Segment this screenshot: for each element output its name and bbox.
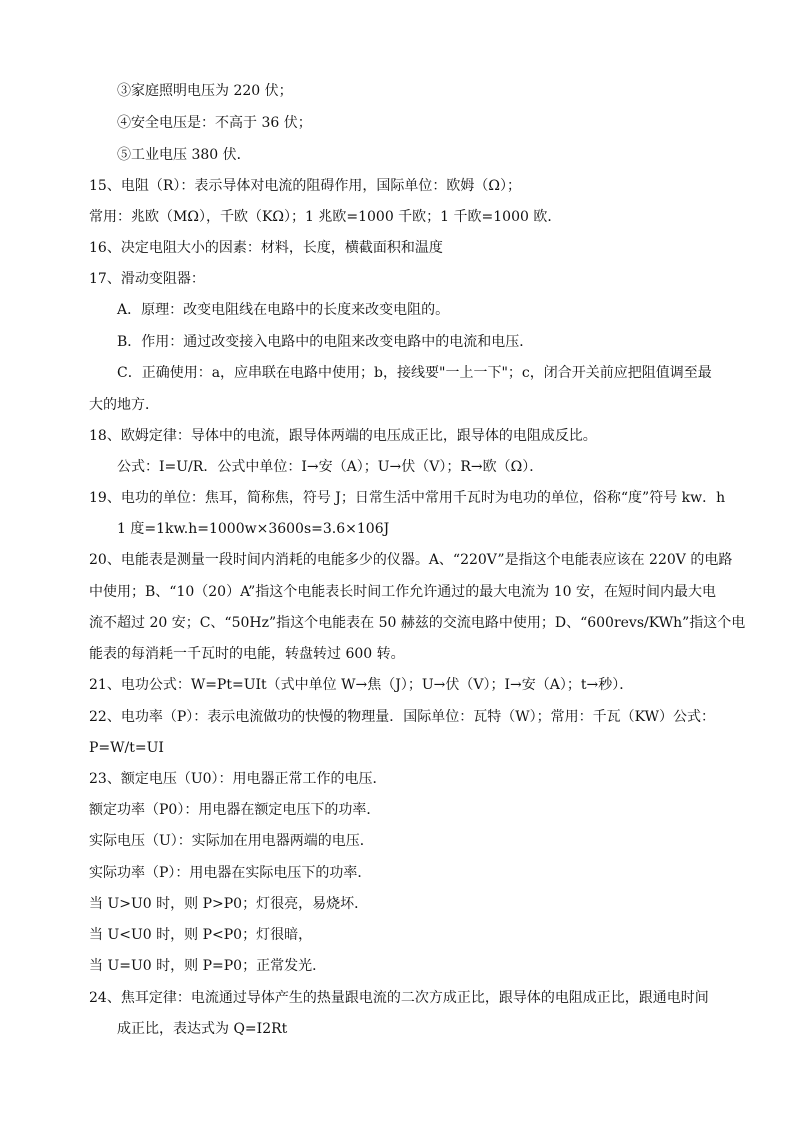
text-line: 额定功率（P0）：用电器在额定电压下的功率．	[89, 802, 381, 818]
text-line: ③家庭照明电压为 220 伏；	[117, 83, 293, 99]
text-line: 20、电能表是测量一段时间内消耗的电能多少的仪器。A、“220V”是指这个电能表应该在 220V 的电路	[89, 552, 733, 568]
text-line: 当 U<U0 时，则 P<P0；灯很暗，	[89, 927, 313, 943]
text-line: 成正比，表达式为 Q=I2Rt	[117, 1021, 288, 1037]
text-line: A．原理：改变电阻线在电路中的长度来改变电阻的。	[117, 302, 450, 318]
text-line: 流不超过 20 安；C、“50Hz”指这个电能表在 50 赫兹的交流电路中使用；D、“600revs/KWh”指这个电	[89, 615, 746, 631]
text-line: 实际功率（P）：用电器在实际电压下的功率．	[89, 865, 372, 881]
text-line: 实际电压（U）：实际加在用电器两端的电压．	[89, 833, 374, 849]
text-line: 当 U>U0 时，则 P>P0；灯很亮，易烧坏．	[89, 896, 369, 912]
text-line: ④安全电压是：不高于 36 伏；	[117, 115, 312, 131]
text-line: 1 度=1kw.h=1000w×3600s=3.6×106J	[117, 521, 390, 537]
text-line: 23、额定电压（U0）：用电器正常工作的电压．	[89, 771, 387, 787]
text-line: 15、电阻（R）：表示导体对电流的阻碍作用，国际单位：欧姆（Ω）；	[89, 178, 521, 194]
text-line: 21、电功公式：W=Pt=UIt（式中单位 W→焦（J）；U→伏（V）；I→安（A）；t→秒）．	[89, 677, 634, 693]
text-line: P=W/t=UI	[89, 740, 164, 756]
text-line: 16、决定电阻大小的因素：材料，长度，横截面积和温度	[89, 240, 443, 256]
text-line: 常用：兆欧（MΩ），千欧（KΩ）；1 兆欧=1000 千欧；1 千欧=1000 欧．	[89, 209, 562, 225]
text-line: 能表的每消耗一千瓦时的电能，转盘转过 600 转。	[89, 646, 405, 662]
text-line: C．正确使用：a，应串联在电路中使用；b，接线要"一上一下"；c，闭合开关前应把阻值调至最	[117, 365, 712, 381]
text-line: 24、焦耳定律：电流通过导体产生的热量跟电流的二次方成正比，跟导体的电阻成正比，跟通电时间	[89, 990, 709, 1006]
text-line: ⑤工业电压 380 伏．	[117, 147, 251, 163]
text-line: 19、电功的单位：焦耳，简称焦，符号 J；日常生活中常用千瓦时为电功的单位，俗称“度”符号 kw．h	[89, 490, 726, 506]
text-line: 17、滑动变阻器：	[89, 271, 205, 287]
text-line: 公式：I=U/R．公式中单位：I→安（A）；U→伏（V）；R→欧（Ω）．	[117, 459, 544, 475]
text-line: 中使用；B、“10（20）A”指这个电能表长时间工作允许通过的最大电流为 10 安，在短时间内最大电	[89, 584, 716, 600]
text-line: 当 U=U0 时，则 P=P0；正常发光．	[89, 958, 327, 974]
text-line: 18、欧姆定律：导体中的电流，跟导体两端的电压成正比，跟导体的电阻成反比。	[89, 428, 597, 444]
text-line: B．作用：通过改变接入电路中的电阻来改变电路中的电流和电压．	[117, 334, 534, 350]
text-line: 22、电功率（P）：表示电流做功的快慢的物理量．国际单位：瓦特（W）；常用：千瓦（KW）公式：	[89, 709, 715, 725]
text-line: 大的地方．	[89, 397, 159, 413]
